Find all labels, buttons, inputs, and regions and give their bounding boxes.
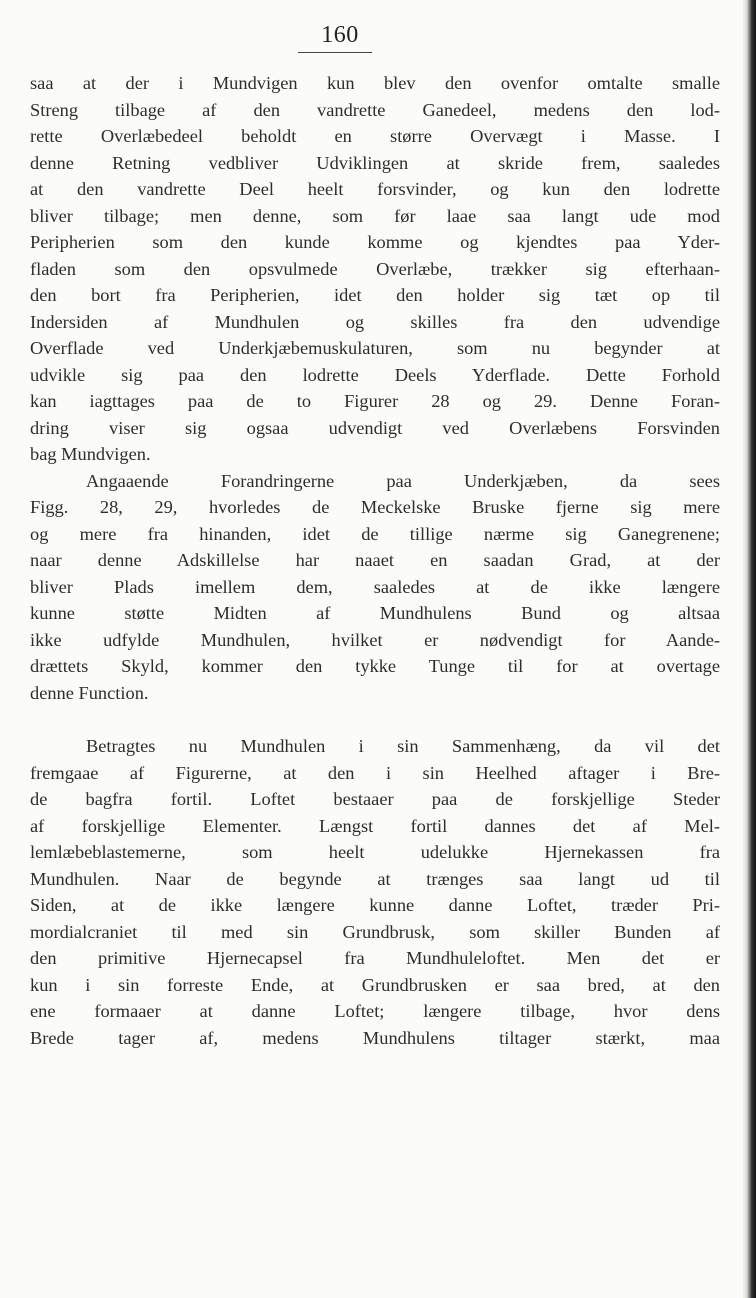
paragraph-1: [30, 70, 720, 468]
text-line: bliver Plads imellem dem, saaledes at de ikke længere: [30, 576, 720, 597]
text-line: denne Retning vedbliver Udviklingen at skride frem, saaledes: [30, 152, 720, 173]
text-line: denne Function.: [30, 682, 149, 703]
page-number-rule: [298, 52, 372, 53]
text-line: Mundhulen. Naar de begynde at trænges saa langt ud til: [30, 868, 720, 889]
text-line: Overflade ved Underkjæbemuskulaturen, som nu begynder at: [30, 338, 720, 358]
text-line: kunne støtte Midten af Mundhulens Bund og altsaa: [30, 603, 720, 623]
text-line: bag Mundvigen.: [30, 444, 151, 464]
text-line: udvikle sig paa den lodrette Deels Yderflade. Dette Forhold: [30, 364, 720, 385]
text-line: bliver tilbage; men denne, som før laae saa langt ude mod: [30, 205, 720, 226]
text-line: kan iagttages paa de to Figurer 28 og 29. Denne Foran-: [30, 391, 720, 411]
text-line: at den vandrette Deel heelt forsvinder, og kun den lodrette: [30, 179, 720, 199]
text-line: Figg. 28, 29, hvorledes de Meckelske Bruske fjerne sig mere: [30, 497, 720, 517]
text-line: naar denne Adskillelse har naaet en saadan Grad, at der: [30, 550, 720, 570]
text-line: Streng tilbage af den vandrette Ganedeel, medens den lod-: [30, 99, 720, 120]
paragraph-2: [30, 468, 720, 707]
text-line: fladen som den opsvulmede Overlæbe, trækker sig efterhaan-: [30, 258, 720, 279]
text-line: den primitive Hjernecapsel fra Mundhuleloftet. Men det er: [30, 948, 720, 968]
text-line: af forskjellige Elementer. Længst fortil dannes det af Mel-: [30, 815, 720, 836]
text-line: kun i sin forreste Ende, at Grundbrusken er saa bred, at den: [30, 974, 720, 995]
paragraph-3: [30, 733, 720, 1051]
page-number: 160: [321, 22, 359, 48]
text-line: Betragtes nu Mundhulen i sin Sammenhæng, da vil det: [86, 736, 720, 756]
text-line: Indersiden af Mundhulen og skilles fra den udvendige: [30, 311, 720, 332]
text-line: dring viser sig ogsaa udvendigt ved Overlæbens Forsvinden: [30, 417, 720, 438]
paragraph-spacer: [30, 706, 720, 733]
text-line: Angaaende Forandringerne paa Underkjæben, da sees: [86, 470, 720, 491]
text-line: de bagfra fortil. Loftet bestaaer paa de forskjellige Steder: [30, 789, 720, 809]
text-line: Peripherien som den kunde komme og kjendtes paa Yder-: [30, 232, 720, 252]
page-edge-shadow: [742, 0, 756, 1298]
text-line: ikke udfylde Mundhulen, hvilket er nødvendigt for Aande-: [30, 629, 720, 650]
text-line: den bort fra Peripherien, idet den holder sig tæt op til: [30, 285, 720, 305]
text-line: drættets Skyld, kommer den tykke Tunge til for at overtage: [30, 656, 720, 676]
text-line: Brede tager af, medens Mundhulens tiltager stærkt, maa: [30, 1027, 720, 1048]
text-line: og mere fra hinanden, idet de tillige nærme sig Ganegrenene;: [30, 523, 720, 544]
text-line: Siden, at de ikke længere kunne danne Loftet, træder Pri-: [30, 895, 720, 915]
text-line: lemlæbeblastemerne, som heelt udelukke Hjernekassen fra: [30, 842, 720, 862]
text-line: saa at der i Mundvigen kun blev den ovenfor omtalte smalle: [30, 73, 720, 93]
text-line: rette Overlæbedeel beholdt en større Overvægt i Masse. I: [30, 126, 720, 146]
text-line: ene formaaer at danne Loftet; længere tilbage, hvor dens: [30, 1001, 720, 1021]
text-line: fremgaae af Figurerne, at den i sin Heelhed aftager i Bre-: [30, 762, 720, 783]
text-line: mordialcraniet til med sin Grundbrusk, som skiller Bunden af: [30, 921, 720, 942]
page-body: [30, 70, 720, 1051]
